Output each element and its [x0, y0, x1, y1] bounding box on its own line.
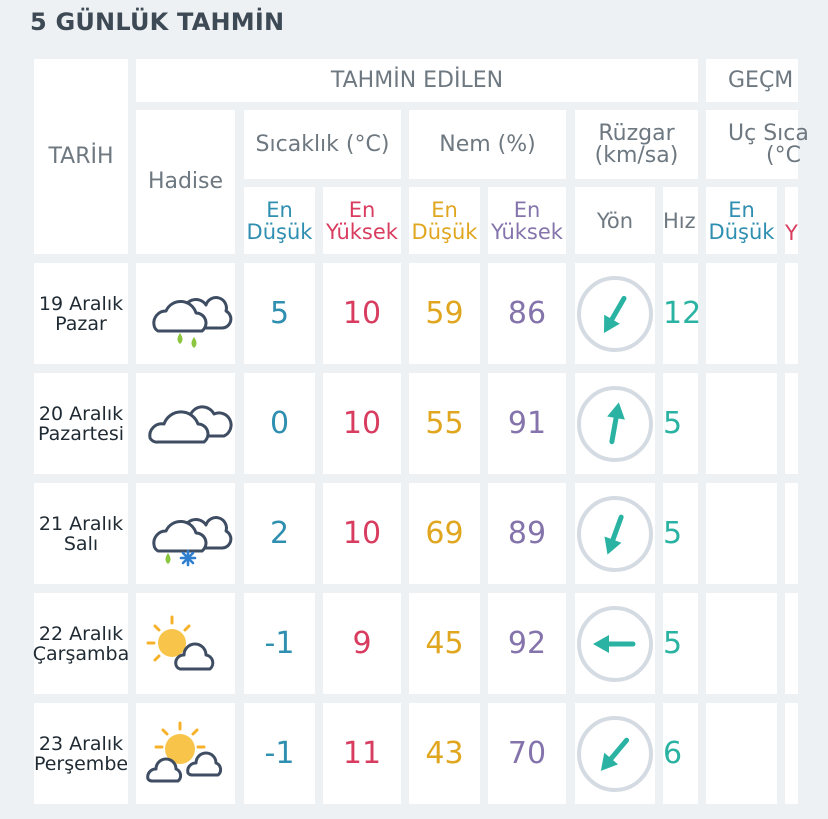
past-high-cell [785, 483, 798, 584]
subheader-hum-low-line1: En [431, 197, 458, 222]
header-extreme-line2: (°C [766, 142, 801, 168]
date-weekday: Çarşamba [32, 642, 130, 665]
wind-arrow-icon [575, 604, 655, 684]
subheader-direction [575, 187, 655, 254]
hum-low-value: 69 [409, 483, 480, 584]
wind-arrow-icon [575, 384, 655, 464]
header-wind [575, 110, 698, 179]
date-cell [34, 263, 128, 364]
wind-speed-value: 6 [663, 703, 698, 804]
subheader-temp-low-line1: En [266, 197, 293, 222]
header-date [34, 59, 128, 254]
header-past-group [706, 59, 798, 102]
subheader-temp-low [244, 187, 315, 254]
wind-direction-cell [575, 483, 655, 584]
subheader-hum-low [409, 187, 480, 254]
subheader-hum-high [488, 187, 566, 254]
hum-high-value: 70 [488, 703, 566, 804]
subheader-past-high [785, 187, 798, 254]
weather-icon-cell [136, 703, 235, 804]
temp-high-value: 10 [323, 373, 401, 474]
date-cell [34, 373, 128, 474]
subheader-past-low [706, 187, 777, 254]
hum-low-value: 43 [409, 703, 480, 804]
header-wind-line1: Rüzgar [598, 120, 675, 146]
subheader-temp-high [323, 187, 401, 254]
wind-arrow-icon [575, 714, 655, 794]
header-extreme [706, 110, 809, 179]
hum-high-value: 89 [488, 483, 566, 584]
date-weekday: Perşembe [33, 752, 129, 775]
past-high-cell [785, 703, 798, 804]
header-humidity [409, 110, 566, 179]
date-day: 21 Aralık [38, 512, 124, 535]
temp-high-value: 10 [323, 263, 401, 364]
wind-arrow-icon [575, 494, 655, 574]
subheader-temp-high-line1: En [348, 197, 376, 222]
subheader-direction-label: Yön [596, 208, 634, 233]
hum-high-value: 92 [488, 593, 566, 694]
past-low-cell [706, 703, 777, 804]
subheader-hum-high-line2: Yüksek [491, 219, 563, 244]
temp-low-value: 2 [244, 483, 315, 584]
weather-icon-cell [136, 263, 235, 364]
wind-direction-cell [575, 373, 655, 474]
sun-clouds-icon [140, 719, 232, 789]
date-weekday: Pazartesi [38, 422, 124, 445]
header-humidity-label: Nem (%) [439, 131, 536, 157]
sleet-cloud-icon [140, 499, 232, 569]
past-low-cell [706, 593, 777, 694]
rain-cloud-icon [140, 279, 232, 349]
temp-high-value: 11 [323, 703, 401, 804]
header-temperature-label: Sıcaklık (°C) [255, 131, 390, 157]
hum-high-value: 91 [488, 373, 566, 474]
wind-speed-value: 5 [663, 593, 698, 694]
wind-direction-cell [575, 703, 655, 804]
subheader-speed-label: Hız [663, 208, 696, 233]
temp-high-value: 9 [323, 593, 401, 694]
header-date-label: TARİH [48, 143, 114, 169]
temp-low-value: -1 [244, 593, 315, 694]
hum-low-value: 59 [409, 263, 480, 364]
hum-low-value: 45 [409, 593, 480, 694]
subheader-speed [663, 187, 698, 254]
date-cell [34, 483, 128, 584]
weather-icon-cell [136, 593, 235, 694]
partly-sunny-icon [140, 609, 232, 679]
past-high-cell [785, 373, 798, 474]
header-wind-line2: (km/sa) [594, 142, 679, 168]
subheader-hum-low-line2: Düşük [411, 219, 478, 244]
subheader-past-low-line1: En [728, 197, 755, 222]
wind-direction-cell [575, 593, 655, 694]
wind-speed-value: 12 [663, 263, 698, 364]
header-forecast-group-label: TAHMİN EDİLEN [330, 67, 504, 93]
wind-direction-cell [575, 263, 655, 364]
cloud-icon [140, 394, 232, 454]
wind-arrow-icon [575, 274, 655, 354]
subheader-past-low-line2: Düşük [708, 219, 775, 244]
date-day: 22 Aralık [38, 622, 124, 645]
date-day: 20 Aralık [38, 402, 124, 425]
subheader-temp-low-line2: Düşük [246, 219, 313, 244]
temp-low-value: 0 [244, 373, 315, 474]
temp-low-value: 5 [244, 263, 315, 364]
page-title: 5 GÜNLÜK TAHMİN [30, 8, 285, 36]
past-low-cell [706, 263, 777, 364]
past-low-cell [706, 373, 777, 474]
header-event [136, 110, 235, 254]
header-temperature [244, 110, 401, 179]
date-weekday: Salı [63, 532, 99, 555]
date-day: 19 Aralık [38, 292, 124, 315]
header-event-label: Hadise [147, 169, 224, 194]
header-extreme-line1: Uç Sıca [728, 120, 809, 146]
date-weekday: Pazar [55, 312, 107, 335]
past-high-cell [785, 263, 798, 364]
subheader-temp-high-line2: Yüksek [326, 219, 398, 244]
subheader-hum-high-line1: En [513, 197, 541, 222]
past-high-cell [785, 593, 798, 694]
header-past-group-label: GEÇM [728, 67, 794, 93]
date-cell [34, 593, 128, 694]
date-cell [34, 703, 128, 804]
temp-high-value: 10 [323, 483, 401, 584]
wind-speed-value: 5 [663, 373, 698, 474]
temp-low-value: -1 [244, 703, 315, 804]
subheader-past-high-label: Y [785, 221, 798, 245]
hum-low-value: 55 [409, 373, 480, 474]
weather-icon-cell [136, 373, 235, 474]
hum-high-value: 86 [488, 263, 566, 364]
past-low-cell [706, 483, 777, 584]
wind-speed-value: 5 [663, 483, 698, 584]
header-forecast-group [136, 59, 698, 102]
weather-icon-cell [136, 483, 235, 584]
date-day: 23 Aralık [38, 732, 124, 755]
